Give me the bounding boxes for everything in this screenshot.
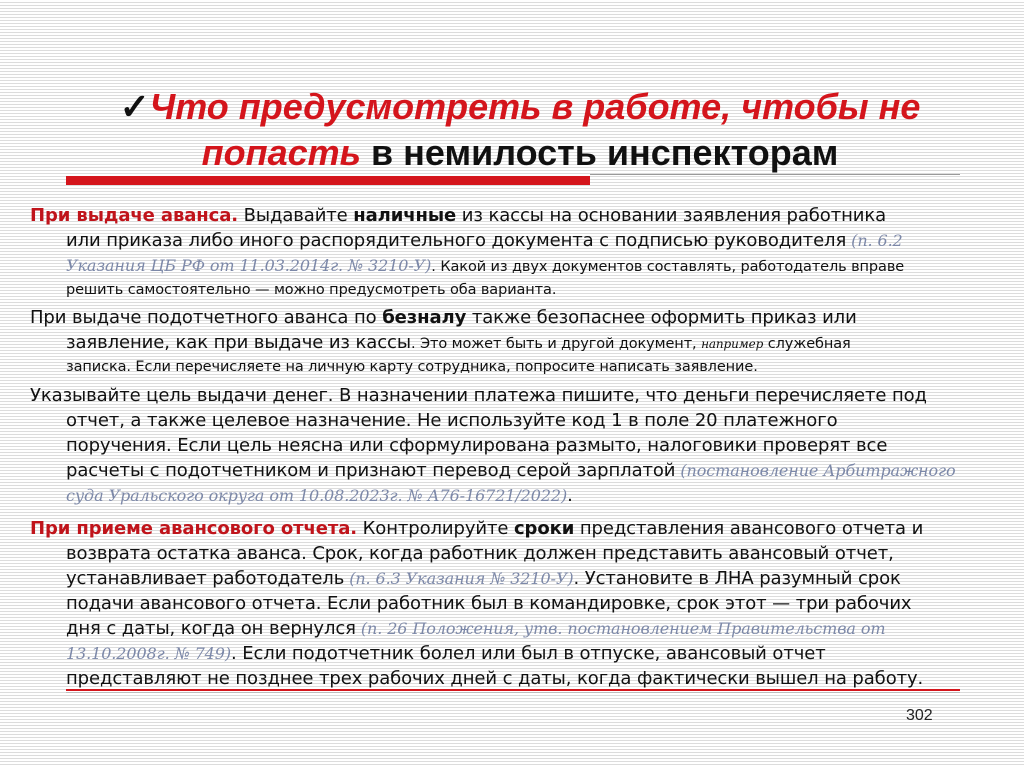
title-underline-red	[66, 176, 590, 185]
title-red-part-2: попасть	[201, 132, 362, 173]
reference-link: Указания ЦБ РФ от 11.03.2014г. № 3210-У)	[66, 256, 432, 275]
reference-link: 13.10.2008г. № 749)	[66, 644, 231, 663]
footer-rule-gray	[66, 692, 960, 693]
paragraph-payment-purpose: Указывайте цель выдачи денег. В назначении платежа пишите, что деньги перечисляете под отчет, а также целевое назначение. Не используйте код 1 в поле 20 платежного поручения. Если цель неясна или сформулирована размыто, налоговики проверят все расчеты с подотчетником и признают перевод серой зарплатой (постановление Арбитражного суда Уральского округа от 10.08.2023г. № А76-16721/2022).	[30, 385, 956, 506]
paragraph-noncash-advance: При выдаче подотчетного аванса по безналу также безопаснее оформить приказ или заявление, как при выдаче из кассы. Это может быть и другой документ, например служебная записка. Если перечисляете на личную карту сотрудника, попросите написать заявление.	[30, 307, 857, 375]
title-red-part-1: Что предусмотреть в работе, чтобы не	[149, 86, 921, 127]
paragraph-expense-report: При приеме авансового отчета. Контролируйте сроки представления авансового отчета и возврата остатка аванса. Срок, когда работник должен представить авансовый отчет, устанавливает работодатель (п. 6.3 Указания № 3210-У). Установите в ЛНА разумный срок подачи авансового отчета. Если работник был в командировке, срок этот — три рабочих дня с даты, когда он вернулся (п. 26 Положения, утв. постановлением Правительства от 13.10.2008г. № 749). Если подотчетник болел или был в отпуске, авансовый отчет представляют не позднее трех рабочих дней с даты, когда фактически вышел на работу.	[30, 518, 924, 689]
slide-title	[110, 84, 930, 176]
reference-link: (п. 26 Положения, утв. постановлением Правительства от	[355, 619, 886, 638]
title-black-part: в немилость инспекторам	[361, 132, 839, 173]
lead-advance: При выдаче аванса.	[30, 205, 238, 226]
title-underline-gray	[590, 174, 960, 175]
reference-link: (постановление Арбитражного	[675, 461, 956, 480]
footer-rule-red	[66, 689, 960, 691]
checkmark-icon: ✓	[119, 86, 150, 127]
lead-expense-report: При приеме авансового отчета.	[30, 518, 357, 539]
reference-link: (п. 6.2	[846, 231, 903, 250]
reference-link: (п. 6.3 Указания № 3210-У)	[344, 569, 574, 588]
paragraph-advance-cash: При выдаче аванса. Выдавайте наличные из кассы на основании заявления работника или приказа либо иного распорядительного документа с подписью руководителя (п. 6.2 Указания ЦБ РФ от 11.03.2014г. № 3210-У). Какой из двух документов составлять, работодатель вправе решить самостоятельно — можно предусмотреть оба варианта.	[30, 205, 905, 298]
page-number: 302	[906, 707, 933, 724]
reference-link: суда Уральского округа от 10.08.2023г. № А76-16721/2022)	[66, 486, 568, 505]
